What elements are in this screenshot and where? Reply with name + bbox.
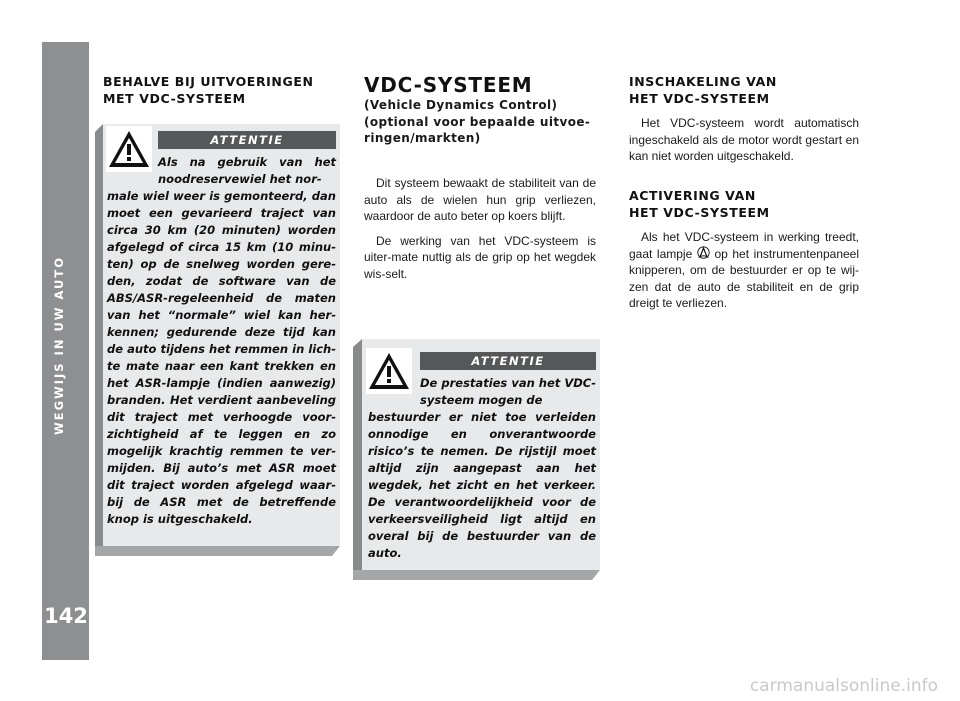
warning-triangle-icon <box>106 126 152 172</box>
warning-triangle-icon <box>366 348 412 394</box>
activering-paragraph <box>629 229 859 312</box>
vdc-paragraph-1: Dit systeem bewaakt de stabiliteit van de auto als de wielen hun grip verliezen, waardoor de auto beter op koers blijft. <box>364 176 596 223</box>
left-heading-line2: MET VDC-SYSTEEM <box>103 91 246 106</box>
warning-text-rest: male wiel weer is gemonteerd, dan moet een gevarieerd traject van circa 30 km (20 minuten) worden afgelegd of circa 15 km (10 minu-ten) op de snelweg worden gere-den, zodat de software van de ABS/ASR-regeleenheid de maten van het “normale” wiel kan her-kennen; gedurende deze tijd kan de auto tijdens het remmen in lich-te mate naar een kant trekken en het ASR-lampje (indien aanwezig) branden. Het verdient aanbeveling dit traject met verhoogde voor-zichtigheid af te leggen en zo mogelijk krachtig remmen te ver-mijden. Bij auto’s met ASR moet dit traject worden afgelegd waar-bij de ASR met de betreffende knop is uitgeschakeld. <box>107 189 336 526</box>
attentie-label: ATTENTIE <box>158 131 336 149</box>
activering-text <box>629 229 859 320</box>
right-heading-1-line2: HET VDC-SYSTEEM <box>629 91 770 106</box>
page-number: 142 <box>44 604 88 628</box>
left-heading-line1: BEHALVE BIJ UITVOERINGEN <box>103 74 314 89</box>
page-title: VDC-SYSTEEM <box>364 73 533 97</box>
vdc-intro <box>364 175 596 290</box>
vdc-warning-lamp-icon <box>697 246 710 259</box>
attentie-label: ATTENTIE <box>420 352 596 370</box>
watermark-text: carmanualsonline.info <box>749 676 938 696</box>
right-heading-2-line2: HET VDC-SYSTEEM <box>629 205 770 220</box>
warning-text-rest: bestuurder er niet toe verleiden onnodige en onverantwoorde risico’s te nemen. De rijstijl moet altijd zijn aangepast aan het wegdek, het zicht en het verkeer. De verantwoordelijkheid voor de verkeersveiligheid ligt altijd en overal bij de bestuurder van de auto. <box>368 410 596 560</box>
right-heading-1 <box>629 73 777 107</box>
right-heading-1-line1: INSCHAKELING VAN <box>629 74 777 89</box>
inschakeling-paragraph: Het VDC-systeem wordt automatisch ingeschakeld als de motor wordt gestart en kan niet worden uitgeschakeld. <box>629 116 859 163</box>
inschakeling-text <box>629 115 859 173</box>
activering-text-after: op het instrumentenpaneel knipperen, om de bestuurder er op te wij-zen dat de auto de stabiliteit en de grip dreigt te verliezen. <box>629 246 860 310</box>
left-heading <box>103 73 314 107</box>
page-subtitle: (Vehicle Dynamics Control) (optional voor bepaalde uitvoe-ringen/markten) <box>364 98 591 145</box>
right-heading-2 <box>629 187 770 221</box>
warning-text-first: De prestaties van het VDC-systeem mogen de <box>420 376 596 407</box>
vdc-paragraph-2: De werking van het VDC-systeem is uiter-mate nuttig als de grip op het wegdek wis-selt. <box>364 233 596 281</box>
warning-text-first: Als na gebruik van het noodreservewiel het nor- <box>158 155 336 186</box>
activering-text-before: Als het VDC-systeem in werking treedt, gaat lampje <box>629 230 859 261</box>
right-heading-2-line1: ACTIVERING VAN <box>629 188 756 203</box>
section-title: WEGWIJS IN UW AUTO <box>52 256 66 435</box>
